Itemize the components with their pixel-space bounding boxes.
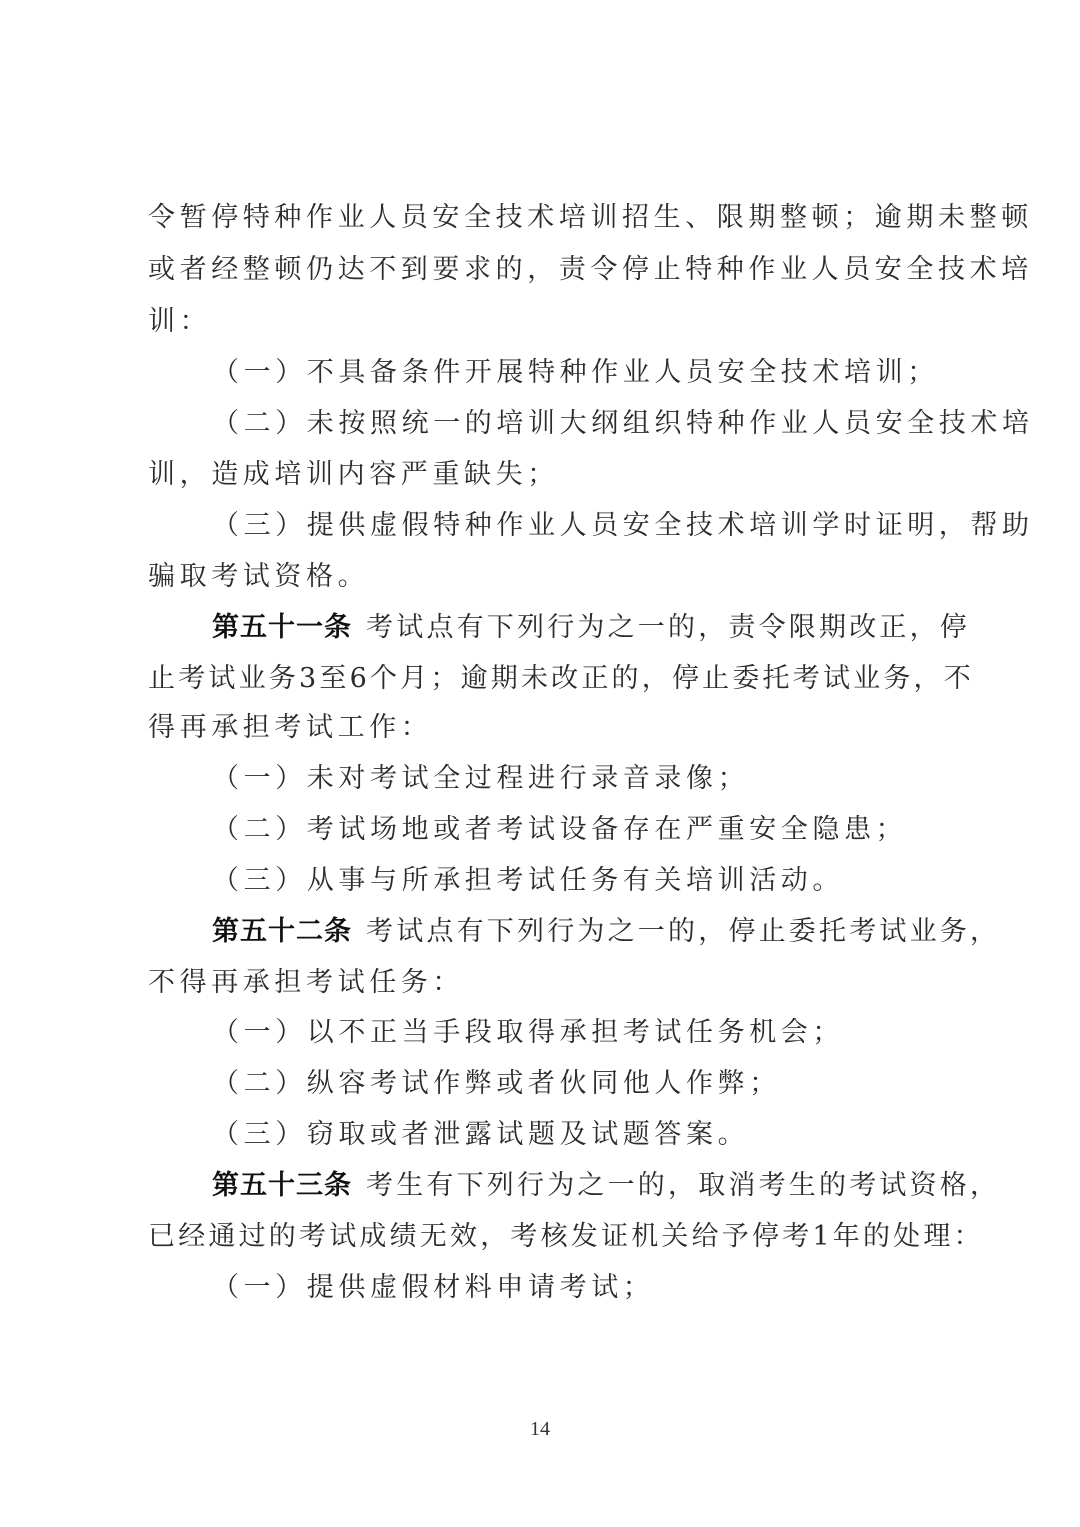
list-item: （二）考试场地或者考试设备存在严重安全隐患； <box>212 814 908 845</box>
list-item: （一）未对考试全过程进行录音录像； <box>212 763 750 794</box>
article-53-heading-line <box>212 1166 1001 1206</box>
list-item: （二）未按照统一的培训大纲组织特种作业人员安全技术培 <box>212 408 1034 439</box>
list-item: （三）从事与所承担考试任务有关培训活动。 <box>212 865 844 896</box>
paragraph-line: 得再承担考试工作： <box>148 712 433 743</box>
article-51-heading-line <box>212 608 970 648</box>
list-item: （一）提供虚假材料申请考试； <box>212 1272 655 1303</box>
list-item: （二）纵容考试作弊或者伙同他人作弊； <box>212 1068 781 1099</box>
list-item: （三）窃取或者泄露试题及试题答案。 <box>212 1119 750 1150</box>
paragraph-line: 不得再承担考试任务： <box>148 967 464 998</box>
paragraph-line: 令暂停特种作业人员安全技术培训招生、限期整顿；逾期未整顿 <box>148 202 1033 233</box>
paragraph-line: 或者经整顿仍达不到要求的，责令停止特种作业人员安全技术培 <box>148 254 1033 285</box>
page-number: 14 <box>530 1418 550 1440</box>
article-text: 考生有下列行为之一的，取消考生的考试资格， <box>366 1170 1001 1201</box>
paragraph-line: 已经通过的考试成绩无效，考核发证机关给予停考1年的处理： <box>148 1221 984 1252</box>
article-number: 第五十一条 <box>212 612 352 643</box>
paragraph-line: 骗取考试资格。 <box>148 561 370 592</box>
list-item: （一）不具备条件开展特种作业人员安全技术培训； <box>212 357 939 388</box>
article-number: 第五十三条 <box>212 1170 352 1201</box>
list-item: （三）提供虚假特种作业人员安全技术培训学时证明，帮助 <box>212 510 1034 541</box>
article-52-heading-line <box>212 912 1001 952</box>
article-text: 考试点有下列行为之一的，停止委托考试业务， <box>366 916 1001 947</box>
paragraph-line: 止考试业务3至6个月；逾期未改正的，停止委托考试业务，不 <box>148 663 974 694</box>
paragraph-line: 训，造成培训内容严重缺失； <box>148 459 559 490</box>
article-number: 第五十二条 <box>212 916 352 947</box>
list-item: （一）以不正当手段取得承担考试任务机会； <box>212 1017 844 1048</box>
paragraph-line: 训： <box>148 306 212 337</box>
article-text: 考试点有下列行为之一的，责令限期改正，停 <box>366 612 970 643</box>
